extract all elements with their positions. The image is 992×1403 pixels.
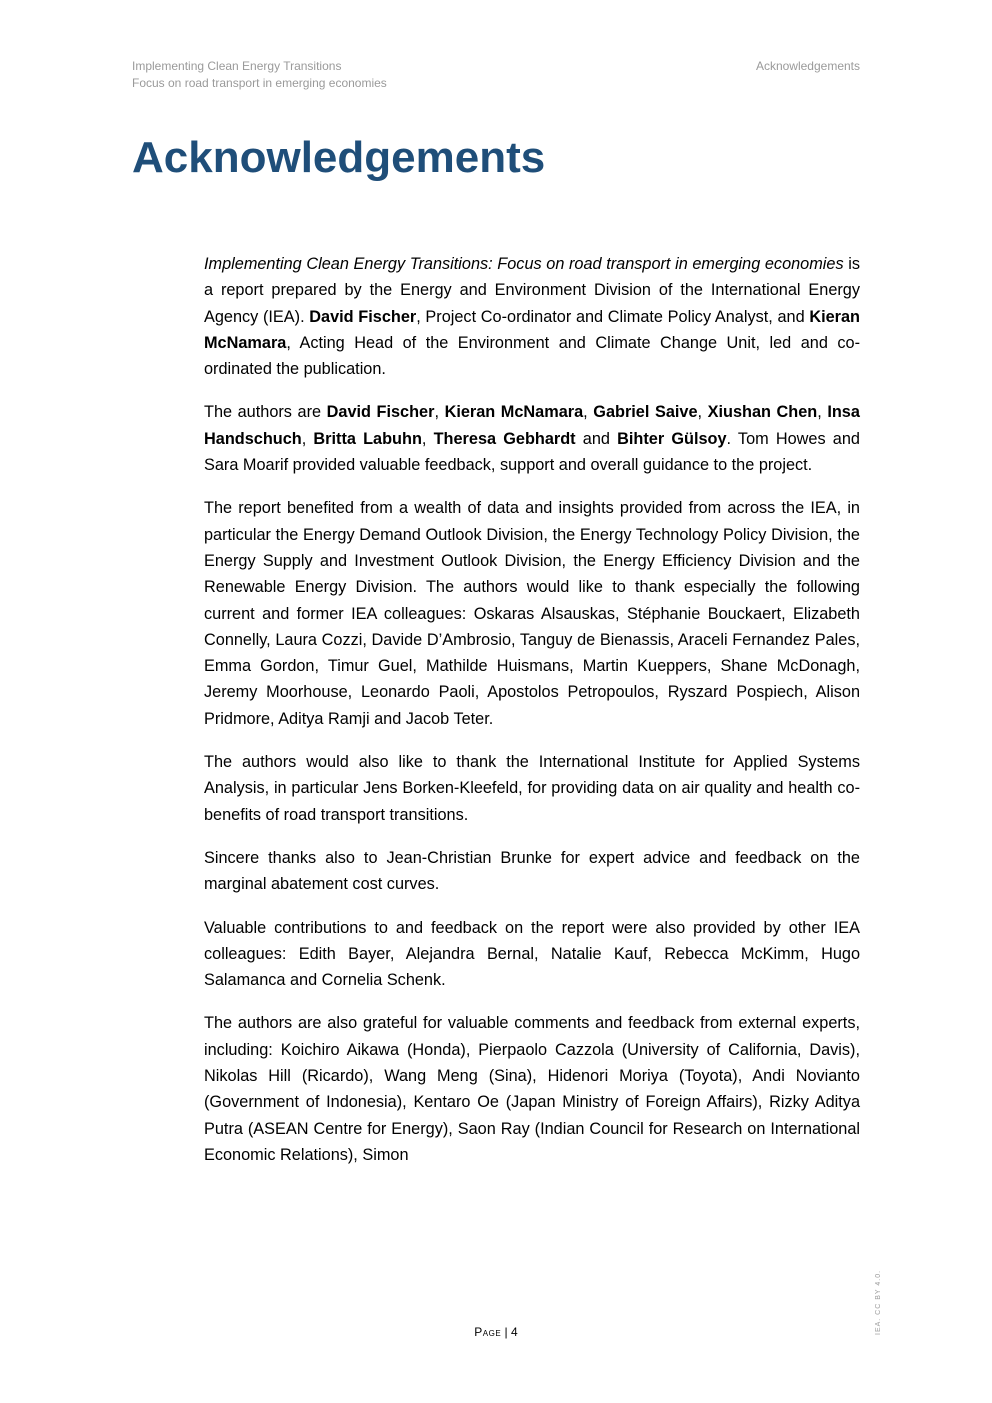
body-paragraph	[204, 845, 860, 898]
license-notice: IEA. CC BY 4.0.	[875, 1269, 882, 1335]
body-paragraph	[204, 495, 860, 732]
running-header-section: Acknowledgements	[755, 59, 860, 73]
text-run: The authors are also grateful for valuable comments and feedback from external experts, including: Koichiro Aikawa (Honda), Pierpaolo Cazzola (University of California, Davis), Nikolas Hill (Ricardo), Wang Meng (Sina), Hidenori Moriya (Toyota), Andi Novianto (Government of Indonesia), Kentaro Oe (Japan Ministry of Foreign Affairs), Rizky Aditya Putra (ASEAN Centre for Energy), Saon Ray (Indian Council for Research on International Economic Relations), Simon	[204, 1014, 860, 1164]
text-run: Sincere thanks also to Jean-Christian Brunke for expert advice and feedback on the marginal abatement cost curves.	[204, 848, 860, 894]
name-emphasis: Kieran McNamara	[204, 307, 860, 352]
text-run: ,	[583, 403, 594, 422]
name-emphasis: Gabriel Saive	[593, 403, 698, 422]
name-emphasis: Insa Handschuch	[204, 403, 860, 448]
page-separator: |	[501, 1325, 511, 1339]
name-emphasis: Britta Labuhn	[313, 429, 422, 448]
text-run: , Acting Head of the Environment and Climate Change Unit, led and co-ordinated the publication.	[204, 333, 860, 379]
body-paragraph	[204, 399, 860, 478]
text-run: and	[575, 429, 618, 448]
text-run: ,	[817, 403, 828, 422]
text-run: ,	[301, 429, 314, 448]
page-title: Acknowledgements	[132, 133, 546, 182]
text-run: is a report prepared by the Energy and Environment Division of the International Energy Agency (IEA).	[204, 255, 861, 326]
text-run: The authors are	[204, 403, 327, 422]
text-run: Valuable contributions to and feedback on the report were also provided by other IEA colleagues: Edith Bayer, Alejandra Bernal, Natalie Kauf, Rebecca McKimm, Hugo Salamanca and Cornelia Schenk.	[204, 918, 860, 990]
running-header-title: Implementing Clean Energy Transitions	[132, 59, 342, 73]
body-paragraph	[204, 915, 860, 994]
text-run: ,	[434, 403, 445, 422]
page-number: 4	[511, 1325, 518, 1339]
name-emphasis: Theresa Gebhardt	[433, 429, 576, 448]
name-emphasis: Xiushan Chen	[707, 403, 818, 422]
page-label: Page	[474, 1325, 502, 1339]
running-header-left	[132, 58, 387, 92]
report-title-italic: Implementing Clean Energy Transitions: Focus on road transport in emerging economies	[204, 255, 844, 273]
text-run: ,	[421, 429, 434, 448]
text-run: , Project Co-ordinator and Climate Policy Analyst, and	[416, 307, 810, 326]
name-emphasis: David Fischer	[326, 403, 435, 422]
text-run: The authors would also like to thank the International Institute for Applied Systems Analysis, in particular Jens Borken-Kleefeld, for providing data on air quality and health co-benefits of road transport transitions.	[204, 753, 860, 824]
body-text	[204, 251, 860, 1185]
name-emphasis: Kieran McNamara	[444, 403, 584, 422]
name-emphasis: Bihter Gülsoy	[617, 429, 727, 448]
body-paragraph	[204, 749, 860, 828]
running-header-subtitle: Focus on road transport in emerging economies	[132, 76, 387, 90]
body-paragraph	[204, 251, 860, 382]
page-footer	[0, 1325, 992, 1339]
name-emphasis: David Fischer	[309, 307, 417, 326]
text-run: ,	[697, 403, 708, 422]
text-run: . Tom Howes and Sara Moarif provided valuable feedback, support and overall guidance to the project.	[204, 429, 860, 475]
body-paragraph	[204, 1010, 860, 1168]
text-run: The report benefited from a wealth of data and insights provided from across the IEA, in particular the Energy Demand Outlook Division, the Energy Technology Policy Division, the Energy Supply and Investment Outlook Division, the Energy Efficiency Division and the Renewable Energy Division. The authors would like to thank especially the following current and former IEA colleagues: Oskaras Alsauskas, Stéphanie Bouckaert, Elizabeth Connelly, Laura Cozzi, Davide D’Ambrosio, Tanguy de Bienassis, Araceli Fernandez Pales, Emma Gordon, Timur Guel, Mathilde Huismans, Martin Kueppers, Shane McDonagh, Jeremy Moorhouse, Leonardo Paoli, Apostolos Petropoulos, Ryszard Pospiech, Alison Pridmore, Aditya Ramji and Jacob Teter.	[204, 499, 860, 728]
